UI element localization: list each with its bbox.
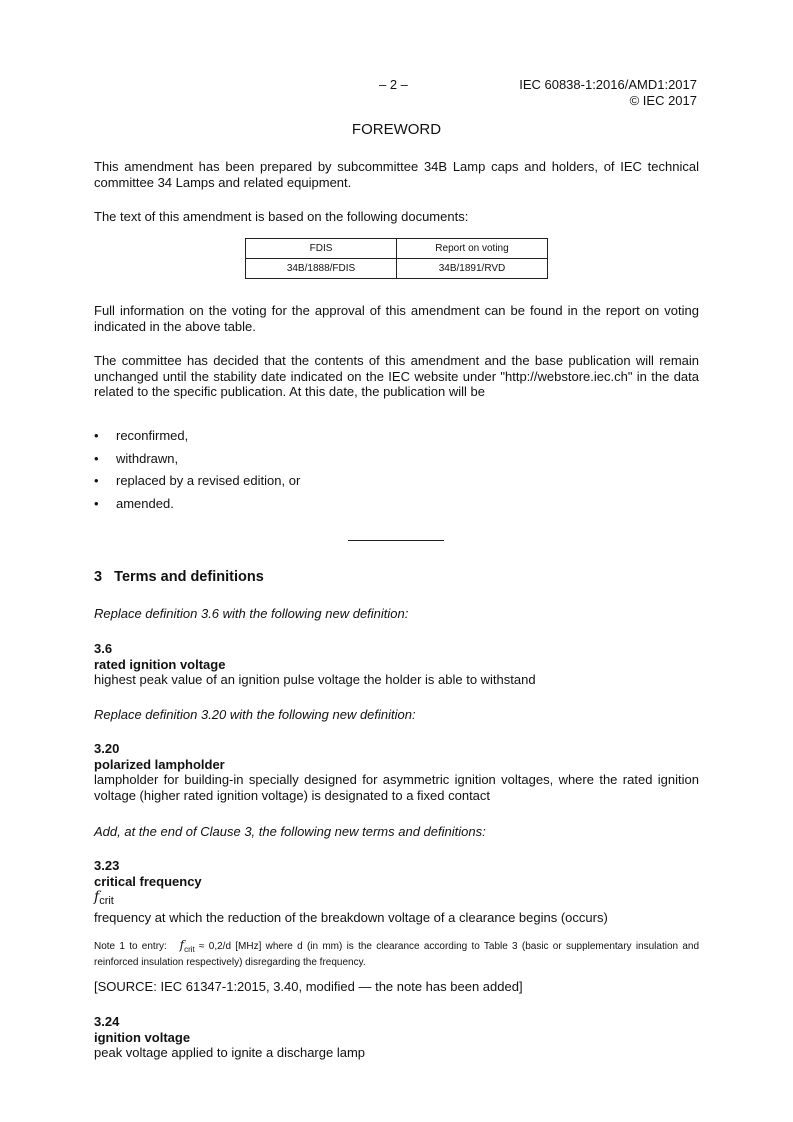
list-item-text: reconfirmed, <box>116 428 189 443</box>
standard-number: IEC 60838-1:2016/AMD1:2017 <box>519 77 697 92</box>
list-item <box>94 473 699 496</box>
section-divider <box>348 540 444 541</box>
foreword-paragraph-2: The text of this amendment is based on the following documents: <box>94 209 469 224</box>
definition-number: 3.6 <box>94 641 113 656</box>
definition-text: highest peak value of an ignition pulse voltage the holder is able to withstand <box>94 672 536 687</box>
definition-term: ignition voltage <box>94 1029 191 1045</box>
list-item-text: amended. <box>116 495 174 511</box>
definition-text: lampholder for building-in specially designed for asymmetric ignition voltages, where the rated ignition voltage (higher rated ignition voltage) is designated to a fixed contact <box>94 772 699 803</box>
foreword-paragraph-1: This amendment has been prepared by subcommittee 34B Lamp caps and holders, of IEC technical committee 34 Lamps and related equipment. <box>94 159 699 190</box>
note-to-entry <box>94 939 699 969</box>
definition-term: rated ignition voltage <box>94 656 226 672</box>
bullet-icon: • <box>94 428 99 443</box>
definition-3-23 <box>94 858 699 925</box>
foreword-title: FOREWORD <box>351 121 442 138</box>
table-cell: 34B/1888/FDIS <box>246 259 397 279</box>
clause-heading <box>94 569 264 585</box>
standard-reference <box>519 77 697 108</box>
table-cell: 34B/1891/RVD <box>397 259 548 279</box>
bullet-icon: • <box>94 473 99 488</box>
page-number: – 2 – <box>379 77 408 92</box>
copyright: © IEC 2017 <box>629 92 697 108</box>
source-reference: [SOURCE: IEC 61347-1:2015, 3.40, modified — the note has been added] <box>94 979 523 994</box>
table-header-cell: Report on voting <box>397 239 548 259</box>
definition-symbol <box>94 889 699 910</box>
note-symbol-subscript: crit <box>184 945 195 954</box>
instruction-1: Replace definition 3.6 with the following new definition: <box>94 606 409 621</box>
clause-title: Terms and definitions <box>114 569 264 585</box>
table-row <box>246 259 548 279</box>
bullet-icon: • <box>94 450 99 466</box>
definition-3-20 <box>94 741 699 803</box>
bullet-icon: • <box>94 495 99 511</box>
list-item <box>94 451 699 474</box>
list-item-text: withdrawn, <box>116 450 179 466</box>
list-item <box>94 496 699 519</box>
table-header-row <box>246 239 548 259</box>
symbol-letter: f <box>94 889 100 905</box>
definition-text: peak voltage applied to ignite a discharge lamp <box>94 1045 366 1060</box>
note-text: ≈ 0,2/d [MHz] where d (in mm) is the clearance according to Table 3 (basic or supplementary insulation and reinforced insulation respectively) disregarding the frequency. <box>94 941 700 968</box>
list-item <box>94 428 699 451</box>
definition-number: 3.20 <box>94 741 120 756</box>
definition-3-24 <box>94 1014 699 1061</box>
foreword-paragraph-4: The committee has decided that the contents of this amendment and the base publication will remain unchanged until the stability date indicated on the IEC website under "http://webstore.iec.ch" in the data related to the specific publication. At this date, the publication will be <box>94 353 699 399</box>
clause-number: 3 <box>94 569 103 585</box>
definition-number: 3.24 <box>94 1014 120 1029</box>
table-header-cell: FDIS <box>246 239 397 259</box>
bullet-list <box>94 428 699 518</box>
definition-3-6 <box>94 641 699 688</box>
foreword-paragraph-3: Full information on the voting for the approval of this amendment can be found in the report on voting indicated in the above table. <box>94 303 699 334</box>
instruction-3: Add, at the end of Clause 3, the following new terms and definitions: <box>94 824 486 839</box>
definition-text: frequency at which the reduction of the breakdown voltage of a clearance begins (occurs) <box>94 909 608 925</box>
symbol-subscript: crit <box>99 895 114 907</box>
instruction-2: Replace definition 3.20 with the following new definition: <box>94 707 416 722</box>
voting-documents-table <box>245 238 548 279</box>
list-item-text: replaced by a revised edition, or <box>116 473 301 488</box>
definition-number: 3.23 <box>94 858 120 873</box>
note-symbol: f <box>179 938 185 952</box>
note-prefix: Note 1 to entry: <box>94 941 167 952</box>
definition-term: polarized lampholder <box>94 756 225 772</box>
definition-term: critical frequency <box>94 873 202 889</box>
